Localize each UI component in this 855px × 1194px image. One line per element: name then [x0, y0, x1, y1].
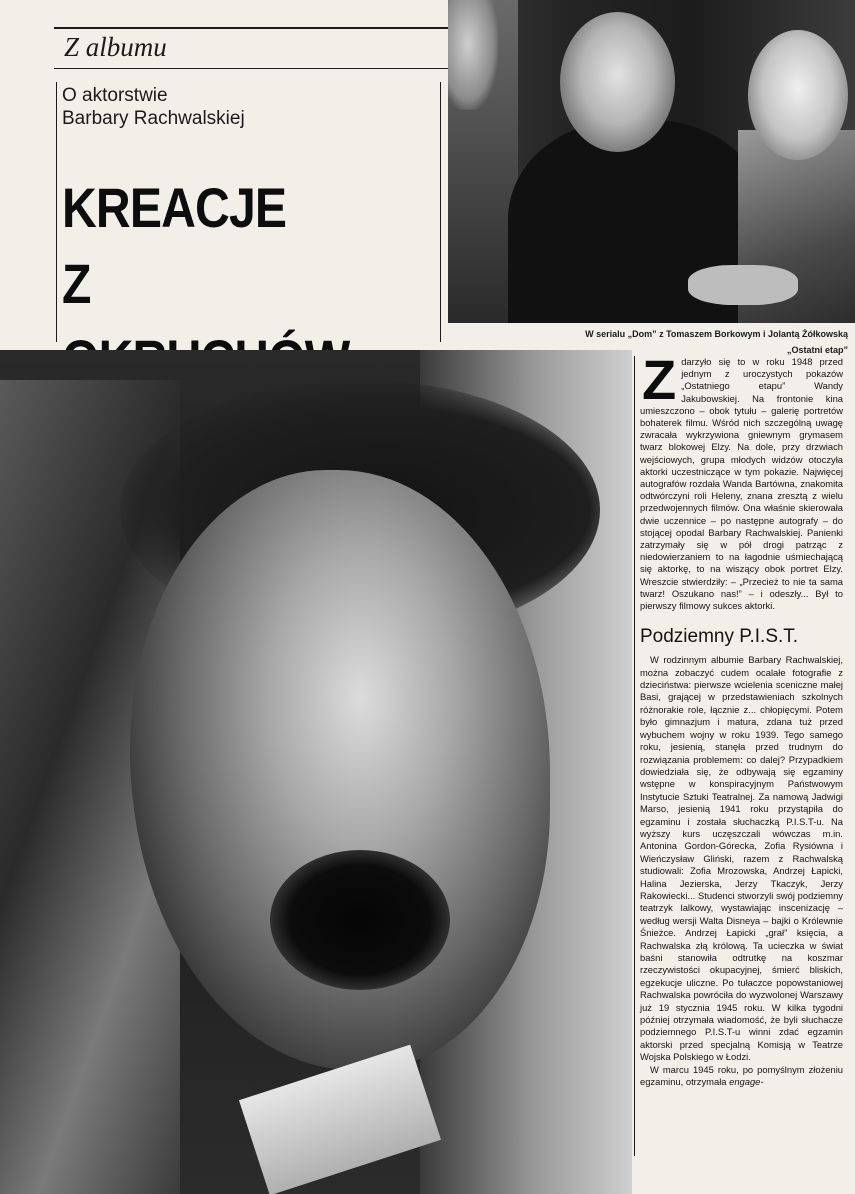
main-photo: [0, 350, 632, 1194]
article-paragraph: W rodzinnym albumie Barbary Rachwalskiej, można zobaczyć cudem ocalałe fotografie z dzieciństwa: pierwsze wcielenia sceniczne małej Basi, grającej w przedstawieniach szkolnych różnorakie role, łącznie z... chłopięcymi. Potem było gimnazjum i matura, zdana tuż przed wybuchem wojny w roku 1939. Tego samego roku, jesienią, stanęła przed trudnym do rozwiązania problemem: co dalej? Przypadkiem dowiedziała się, że odbywają się egzaminy wstępne w konspiracyjnym Państwowym Instytucie Sztuki Teatralnej. Za namową Jadwigi Marso, jesienią 1941 roku przystąpiła do egzaminu i została słuchaczką P.I.S.T-u. Na wyższy kurs uczęszczali wówczas m.in. Antonina Gordon-Górecka, Zofia Rysiówna i Wieńczysław Gliński, razem z Rachwalską studiowali: Zofia Mrozowska, Andrzej Łapicki, Halina Jezierska, Jerzy Tkaczyk, Jerzy Rakowiecki... Studenci stworzyli swój podziemny teatrzyk lalkowy, wystawiając inscenizację – według wersji Walta Disneya – bajki o Królewnie Śnieżce. Andrzej Łapicki „grał” księcia, a Rachwalska złą królową. Ta ucieczka w świat baśni stanowiła odtrutkę na koszmar rzeczywistości okupacyjnej, śmierć bliskich, egzekucje uliczne. Po tułaczce popowstaniowej Rachwalska powróciła do wyzwolonej Warszawy już 19 stycznia 1945 roku. W kilka tygodni później otrzymała wiadomość, że byli słuchacze podziemnego P.I.S.T-u winni zdać egzamin aktorski przed specjalną Komisją w Teatrze Wojska Polskiego w Łodzi.: [640, 654, 843, 1063]
header-rule-bottom: [54, 68, 448, 69]
article-paragraph: [640, 1064, 843, 1089]
photo-figure: [560, 12, 675, 152]
subtitle-line: O aktorstwie: [62, 85, 168, 106]
photo-figure: [448, 0, 498, 110]
top-photo: [448, 0, 855, 323]
subtitle-line: Barbary Rachwalskiej: [62, 108, 245, 129]
caption-line: W serialu „Dom” z Tomaszem Borkowym i Jolantą Żółkowską: [585, 329, 848, 339]
caption-line: „Ostatni etap”: [786, 345, 848, 355]
paragraph-italic-text: engage-: [729, 1076, 764, 1088]
photo-paper: [239, 1045, 441, 1194]
header-rule-top: [54, 27, 448, 29]
header-right-line: [440, 82, 441, 342]
drop-cap: Z: [642, 348, 677, 411]
headline-line: KREACJE: [62, 176, 287, 239]
header-left-line: [56, 82, 57, 342]
article-subheading: Podziemny P.I.S.T.: [640, 626, 799, 648]
photo-figure: [688, 265, 798, 305]
photo-figure: [748, 30, 848, 160]
series-title: Z albumu: [64, 32, 167, 62]
article-subtitle: [62, 84, 432, 130]
paragraph-text: W marcu 1945 roku, po pomyślnym złożeniu egzaminu, otrzymała: [640, 1063, 843, 1088]
headline-line: Z: [62, 252, 91, 315]
column-rule: [634, 356, 635, 1156]
paragraph-text: darzyło się to w roku 1948 przed jednym z uroczystych pokazów „Ostatniego etapu” Wandy Jakubowskiej. Na frontonie kina umieszczono – obok tytułu – galerię portretów bohaterek filmu. Wśród nich szczególną uwagę zwracała wykrzywiona gniewnym grymasem twarz blokowej Elzy. Na dole, przy drzwiach wejściowych, grupa młodych widzów otoczyła aktorki uczestniczące w tym pokazie. Najwięcej autografów rozdała Wanda Bartówna, znakomita odtwórczyni roli Heleny, znana zresztą z wielu przedwojennych filmów. Ona właśnie skierowała dwie uczennice – po następne autografy – do stojącej opodal Barbary Rachwalskiej. Panienki zatrzymały się w pół drogi patrząc z niedowierzaniem to na łagodnie uśmiechającą się aktorkę, to na wiszący obok portret Elzy. Wreszcie stwierdziły: – „Przecież to nie ta sama twarz! Oszukano nas!” – i odeszły... Był to pierwszy filmowy sukces aktorki.: [640, 356, 843, 612]
photo-mouth: [270, 850, 450, 990]
